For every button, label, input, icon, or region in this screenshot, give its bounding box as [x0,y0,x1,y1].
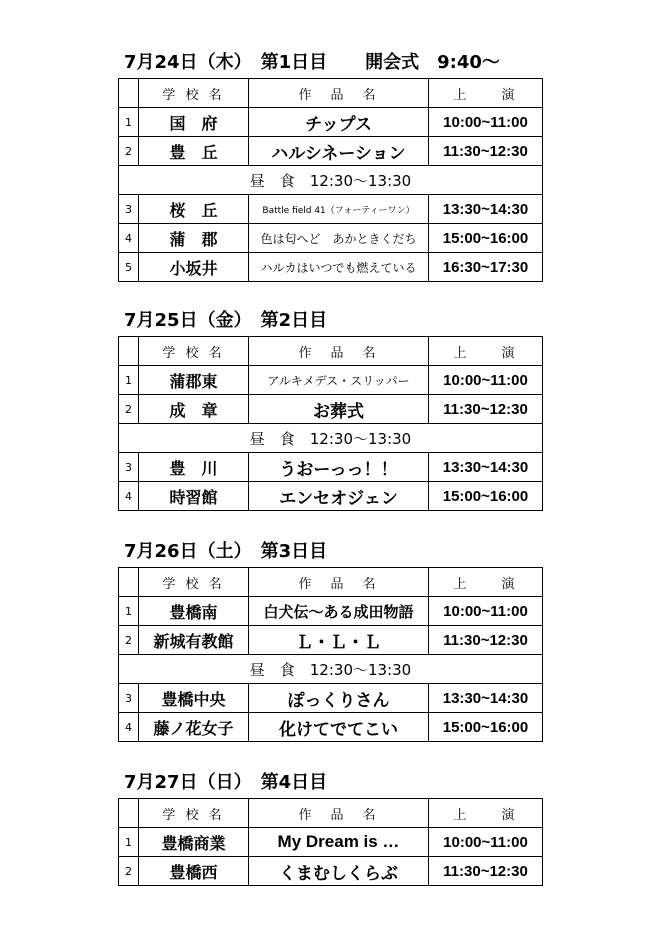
performance-time: 11:30~12:30 [429,137,543,166]
school-name: 豊橋南 [139,597,249,626]
play-title: 色は匂へど あかときくだち [249,224,429,253]
num-header [119,799,139,828]
play-title: Ｌ・Ｌ・Ｌ [249,626,429,655]
row-number: 1 [119,828,139,857]
table-row [119,108,543,137]
row-number: 2 [119,626,139,655]
schedule-table [118,798,543,886]
day-section [118,537,542,742]
row-number: 2 [119,857,139,886]
play-title: チップス [249,108,429,137]
school-header: 学 校 名 [139,337,249,366]
lunch-row [119,424,543,453]
play-title: 白犬伝～ある成田物語 [249,597,429,626]
play-title: アルキメデス・スリッパー [249,366,429,395]
table-row [119,684,543,713]
performance-time: 13:30~14:30 [429,684,543,713]
num-header [119,79,139,108]
performance-time: 10:00~11:00 [429,597,543,626]
play-title: 化けてでてこい [249,713,429,742]
performance-time: 15:00~16:00 [429,482,543,511]
school-name: 豊橋中央 [139,684,249,713]
school-name: 国 府 [139,108,249,137]
performance-time: 10:00~11:00 [429,108,543,137]
school-name: 蒲 郡 [139,224,249,253]
lunch-break: 昼 食 12:30～13:30 [119,424,543,453]
day-title: 7月26日（土） 第3日目 [124,541,328,562]
row-number: 4 [119,713,139,742]
time-header: 上 演 [429,79,543,108]
table-row [119,395,543,424]
header-row [119,568,543,597]
performance-time: 13:30~14:30 [429,453,543,482]
school-name: 藤ノ花女子 [139,713,249,742]
row-number: 4 [119,224,139,253]
school-header: 学 校 名 [139,799,249,828]
row-number: 3 [119,684,139,713]
table-row [119,137,543,166]
school-name: 時習館 [139,482,249,511]
table-row [119,597,543,626]
school-name: 豊 丘 [139,137,249,166]
day-section [118,306,542,511]
num-header [119,568,139,597]
lunch-row [119,166,543,195]
day-title [118,48,542,78]
schedule-table [118,567,543,742]
table-row [119,828,543,857]
table-row [119,366,543,395]
school-name: 豊橋商業 [139,828,249,857]
num-header [119,337,139,366]
performance-time: 10:00~11:00 [429,366,543,395]
play-title: My Dream is … [249,828,429,857]
school-name: 豊 川 [139,453,249,482]
table-row [119,857,543,886]
school-name: 小坂井 [139,253,249,282]
day-section [118,48,542,282]
row-number: 2 [119,137,139,166]
play-header: 作 品 名 [249,568,429,597]
lunch-break: 昼 食 12:30～13:30 [119,655,543,684]
performance-time: 11:30~12:30 [429,626,543,655]
table-row [119,713,543,742]
performance-time: 13:30~14:30 [429,195,543,224]
play-title: エンセオジェン [249,482,429,511]
row-number: 1 [119,366,139,395]
school-name: 成 章 [139,395,249,424]
time-header: 上 演 [429,337,543,366]
school-name: 新城有教館 [139,626,249,655]
table-row [119,626,543,655]
play-title: ぽっくりさん [249,684,429,713]
time-header: 上 演 [429,799,543,828]
schedule-table [118,336,543,511]
play-header: 作 品 名 [249,79,429,108]
play-title: ハルカはいつでも燃えている [249,253,429,282]
table-row [119,253,543,282]
performance-time: 11:30~12:30 [429,857,543,886]
play-title: ハルシネーション [249,137,429,166]
play-header: 作 品 名 [249,337,429,366]
play-title: お葬式 [249,395,429,424]
table-row [119,224,543,253]
header-row [119,79,543,108]
lunch-row [119,655,543,684]
header-row [119,799,543,828]
row-number: 3 [119,453,139,482]
row-number: 4 [119,482,139,511]
opening-ceremony: 開会式 9:40～ [365,52,500,73]
play-header: 作 品 名 [249,799,429,828]
lunch-break: 昼 食 12:30～13:30 [119,166,543,195]
play-title: うおーっっ！！ [249,453,429,482]
school-name: 桜 丘 [139,195,249,224]
row-number: 1 [119,108,139,137]
time-header: 上 演 [429,568,543,597]
performance-time: 11:30~12:30 [429,395,543,424]
row-number: 1 [119,597,139,626]
school-name: 豊橋西 [139,857,249,886]
school-header: 学 校 名 [139,79,249,108]
row-number: 3 [119,195,139,224]
school-header: 学 校 名 [139,568,249,597]
schedule-table [118,78,543,282]
school-name: 蒲郡東 [139,366,249,395]
performance-time: 10:00~11:00 [429,828,543,857]
header-row [119,337,543,366]
day-title-text: 7月24日（木） 第1日目 [124,52,328,73]
play-title: Battle field 41（フォーティーワン） [249,195,429,224]
table-row [119,453,543,482]
performance-time: 15:00~16:00 [429,713,543,742]
day-section [118,768,542,886]
performance-time: 16:30~17:30 [429,253,543,282]
day-title: 7月27日（日） 第4日目 [124,772,328,793]
table-row [119,482,543,511]
day-title: 7月25日（金） 第2日目 [124,310,328,331]
row-number: 5 [119,253,139,282]
row-number: 2 [119,395,139,424]
play-title: くまむしくらぶ [249,857,429,886]
performance-time: 15:00~16:00 [429,224,543,253]
table-row [119,195,543,224]
